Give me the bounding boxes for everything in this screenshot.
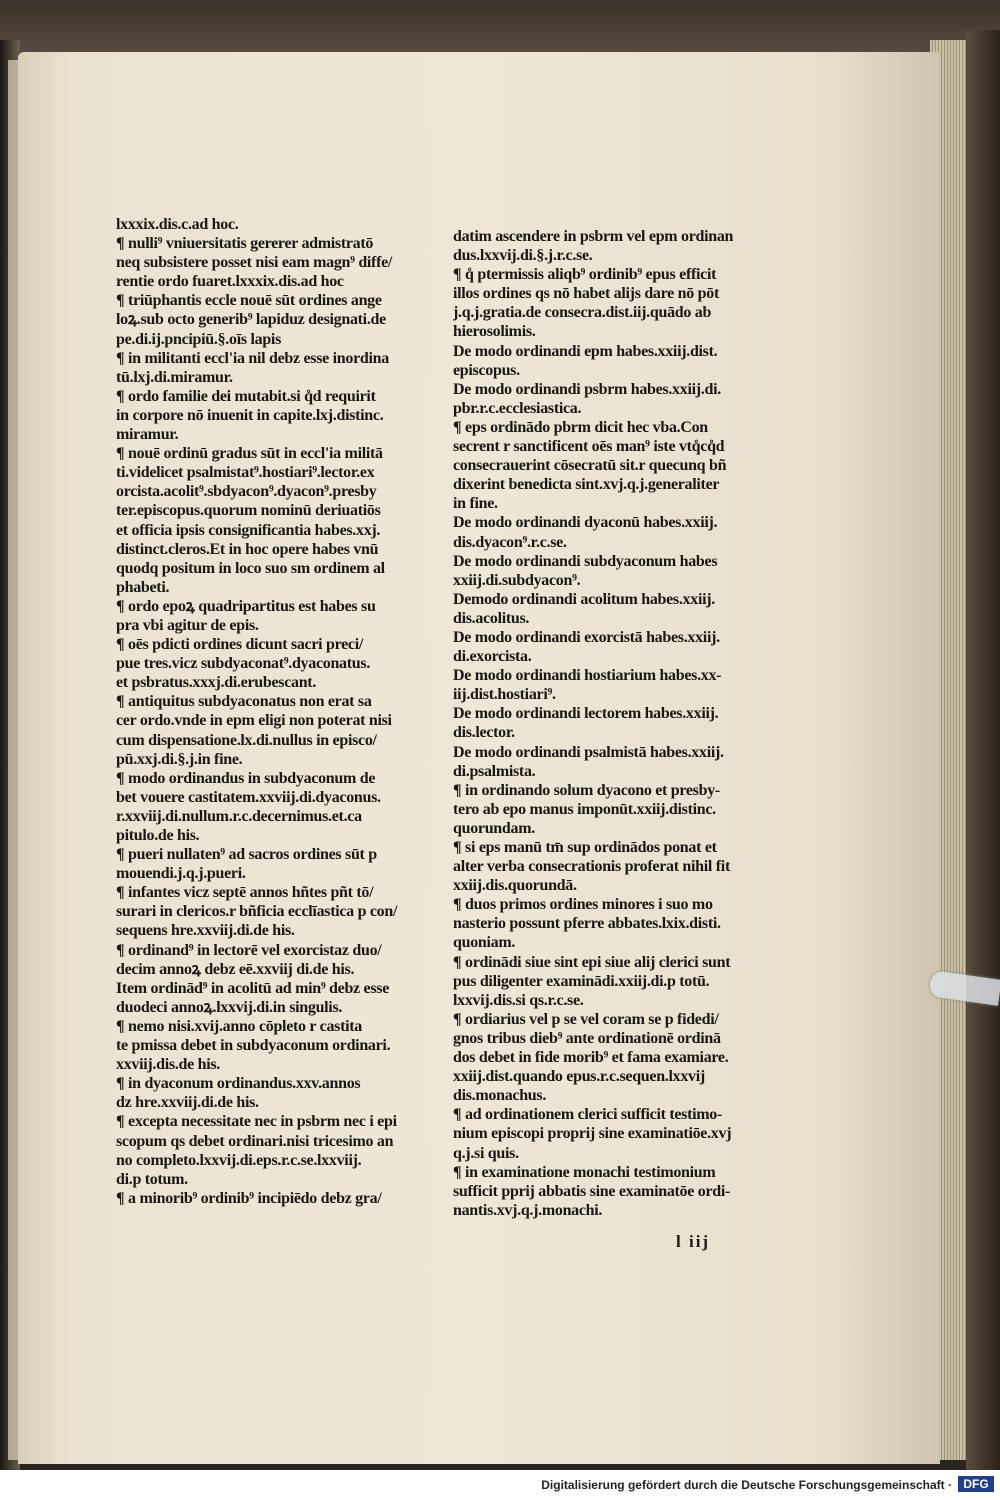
text-line: ¶ infantes vicz septē annos hñtes pñt tō/ [116, 884, 374, 902]
text-line: cum dispensatione.lx.di.nullus in episco/ [116, 731, 377, 749]
text-line: ¶ pueri nullaten⁹ ad sacros ordines sūt p [116, 846, 377, 864]
text-line: ¶ nouē ordinū gradus sūt in eccl'ia militā [116, 445, 383, 463]
text-line: xxiij.dist.quando epus.r.c.sequen.lxxvij [453, 1068, 705, 1086]
text-line: xxiij.dis.quorundā. [453, 877, 577, 895]
text-line: ¶ ordiarius vel p se vel coram se p fidedi/ [453, 1010, 719, 1028]
text-line: ¶ antiquitus subdyaconatus non erat sa [116, 693, 372, 711]
text-line: dis.dyacon⁹.r.c.se. [453, 533, 567, 551]
text-line: quodq positum in loco suo sm ordinem al [116, 559, 385, 577]
text-line: De modo ordinandi hostiarium habes.xx- [453, 667, 722, 685]
text-line: alter verba consecrationis proferat nihil fit [453, 858, 730, 876]
text-line: De modo ordinandi lectorem habes.xxiij. [453, 705, 719, 723]
text-line: nasterio possunt pferre abbates.lxix.disti. [453, 915, 721, 933]
text-line: lxxxix.dis.c.ad hoc. [116, 216, 239, 233]
book-cover-edge [966, 30, 1000, 1470]
text-line: ¶ nemo nisi.xvij.anno cōpleto r castita [116, 1017, 362, 1035]
text-line: di.exorcista. [453, 648, 532, 666]
text-line: phabeti. [116, 578, 170, 596]
text-line: j.q.j.gratia.de consecra.dist.iij.quādo ab [453, 304, 712, 322]
text-line: pū.xxj.di.§.j.in fine. [116, 750, 243, 768]
text-line: surari in clericos.r bñficia ecclīastica p con/ [116, 903, 398, 921]
text-line: ¶ ordinand⁹ in lectorē vel exorcistaz duo/ [116, 941, 382, 959]
left-text-column [116, 215, 436, 1208]
text-line: dis.acolitus. [453, 609, 530, 627]
text-line: di.p totum. [116, 1170, 188, 1188]
text-line: scopum qs debet ordinari.nisi tricesimo an [116, 1132, 394, 1150]
text-line: loꝝ.sub octo generib⁹ lapiduz designati.de [116, 311, 386, 329]
text-line: ¶ oēs pdicti ordines dicunt sacri preci/ [116, 636, 364, 654]
text-line: rentie ordo fuaret.lxxxix.dis.ad hoc [116, 273, 344, 291]
text-line: De modo ordinandi subdyaconum habes [453, 552, 718, 570]
text-line: ¶ q̊ ptermissis aliqb⁹ ordinib⁹ epus efficit [453, 266, 717, 284]
text-line: ¶ ordinādi siue sint epi siue alij clerici sunt [453, 953, 731, 971]
text-line: dz hre.xxviij.di.de his. [116, 1094, 259, 1112]
text-line: et officia ipsis consignificantia habes.xxj. [116, 521, 381, 539]
text-line: q.j.si quis. [453, 1144, 519, 1162]
text-line: De modo ordinandi psalmistā habes.xxiij. [453, 743, 724, 761]
text-line: ¶ nulli⁹ vniuersitatis gererer admistratō [116, 235, 374, 253]
text-line: orcista.acolit⁹.sbdyacon⁹.dyacon⁹.presby [116, 483, 377, 501]
text-line: tero ab epo manus imponūt.xxiij.distinc. [453, 800, 716, 818]
text-line: xxviij.dis.de his. [116, 1056, 220, 1074]
text-line: duodeci annoꝝ.lxxvij.di.in singulis. [116, 998, 343, 1016]
text-line: distinct.cleros.Et in hoc opere habes vnū [116, 540, 379, 558]
text-line: ¶ in militanti eccl'ia nil debz esse inordina [116, 349, 389, 367]
text-line: hierosolimis. [453, 323, 536, 341]
text-line: in fine. [453, 495, 498, 513]
text-line: ¶ in dyaconum ordinandus.xxv.annos [116, 1075, 361, 1093]
signature-mark: l iij [676, 1232, 711, 1251]
text-line: consecrauerint cōsecratū sit.r quecunq bñ [453, 457, 727, 475]
footer-bar [0, 1470, 1000, 1500]
text-line: datim ascendere in psbrm vel epm ordinan [453, 228, 734, 245]
text-line: ¶ modo ordinandus in subdyaconum de [116, 769, 376, 787]
text-line: ¶ ordo familie dei mutabit.si q̊d requirit [116, 387, 376, 405]
text-line: Item ordinād⁹ in acolitū ad min⁹ debz esse [116, 979, 390, 997]
text-line: episcopus. [453, 361, 520, 379]
text-line: pitulo.de his. [116, 827, 200, 844]
text-line: cer ordo.vnde in epm eligi non poterat nisi [116, 712, 392, 730]
text-line: ¶ ad ordinationem clerici sufficit testimo- [453, 1106, 723, 1124]
right-text-column [453, 227, 768, 1220]
text-line: no completo.lxxvij.di.eps.r.c.se.lxxviij. [116, 1151, 362, 1169]
text-line: Demodo ordinandi acolitum habes.xxiij. [453, 590, 715, 608]
text-line: De modo ordinandi epm habes.xxiij.dist. [453, 342, 718, 360]
text-line: dus.lxxvij.di.§.j.r.c.se. [453, 247, 593, 265]
text-line: r.xxviij.di.nullum.r.c.decernimus.et.ca [116, 807, 362, 825]
text-line: De modo ordinandi psbrm habes.xxiij.di. [453, 380, 721, 398]
text-line: te pmissa debet in subdyaconum ordinari. [116, 1037, 391, 1055]
text-line: tū.lxj.di.miramur. [116, 368, 233, 386]
text-line: ¶ si eps manū tm̄ sup ordinādos ponat et [453, 839, 717, 856]
text-line: nantis.xvj.q.j.monachi. [453, 1201, 603, 1219]
text-line: nium episcopi proprij sine examinatiōe.xvj [453, 1125, 732, 1143]
text-line: secrent r sanctificent oēs man⁹ iste vtq̊cq̊d [453, 438, 725, 456]
text-line: ter.episcopus.quorum nominū deriuatiōs [116, 502, 381, 520]
text-line: dos debet in fide morib⁹ et fama examiare. [453, 1049, 729, 1067]
text-line: et psbratus.xxxj.di.erubescant. [116, 674, 317, 692]
dfg-logo: DFG [958, 1476, 994, 1492]
text-line: di.psalmista. [453, 762, 536, 780]
text-line: pe.di.ij.pncipiū.§.oīs lapis [116, 330, 281, 348]
text-line: sufficit pprij abbatis sine examinatōe ordi- [453, 1182, 731, 1200]
text-line: ¶ excepta necessitate nec in psbrm nec i epi [116, 1113, 397, 1131]
text-line: pra vbi agitur de epis. [116, 616, 259, 634]
text-line: pue tres.vicz subdyaconat⁹.dyaconatus. [116, 655, 371, 673]
text-line: iij.dist.hostiari⁹. [453, 686, 556, 704]
text-line: miramur. [116, 426, 179, 444]
text-line: sequens hre.xxviij.di.de his. [116, 922, 295, 940]
text-line: in corpore nō inuenit in capite.lxj.distinc. [116, 406, 384, 424]
text-line: De modo ordinandi dyaconū habes.xxiij. [453, 514, 718, 532]
text-line: pus diligenter examinādi.xxiij.di.p totū. [453, 972, 710, 990]
text-line: dis.monachus. [453, 1087, 547, 1105]
text-line: dixerint benedicta sint.xvj.q.j.generaliter [453, 476, 720, 494]
text-line: illos ordines qs nō habet alijs dare nō pōt [453, 285, 719, 303]
text-line: ¶ triūphantis eccle nouē sūt ordines ange [116, 292, 382, 310]
text-line: ¶ in ordinando solum dyacono et presby- [453, 781, 720, 799]
funding-credit: Digitalisierung gefördert durch die Deutsche Forschungsgemeinschaft · [541, 1478, 952, 1492]
text-line: dis.lector. [453, 724, 515, 742]
text-line: gnos tribus dieb⁹ ante ordinationē ordinā [453, 1029, 721, 1047]
text-line: bet vouere castitatem.xxviij.di.dyaconus. [116, 788, 381, 806]
text-line: ¶ duos primos ordines minores i suo mo [453, 896, 713, 914]
text-line: neq subsistere posset nisi eam magn⁹ diffe/ [116, 254, 393, 272]
text-line: ¶ a minorib⁹ ordinib⁹ incipiēdo debz gra/ [116, 1189, 382, 1207]
text-line: quorundam. [453, 819, 535, 837]
text-line: ¶ ordo epoꝝ quadripartitus est habes su [116, 597, 376, 615]
text-line: lxxvij.dis.si qs.r.c.se. [453, 991, 584, 1009]
text-line: ¶ eps ordinādo pbrm dicit hec vba.Con [453, 418, 708, 436]
text-line: quoniam. [453, 934, 516, 952]
book-top-edge [0, 0, 1000, 60]
text-line: pbr.r.c.ecclesiastica. [453, 399, 582, 417]
text-line: De modo ordinandi exorcistā habes.xxiij. [453, 628, 720, 646]
text-line: ¶ in examinatione monachi testimonium [453, 1163, 716, 1181]
text-line: ti.videlicet psalmistat⁹.hostiari⁹.lector.ex [116, 464, 375, 482]
text-line: mouendi.j.q.j.pueri. [116, 865, 246, 883]
text-line: xxiij.di.subdyacon⁹. [453, 571, 581, 589]
text-line: decim annoꝝ debz eē.xxviij di.de his. [116, 960, 355, 978]
